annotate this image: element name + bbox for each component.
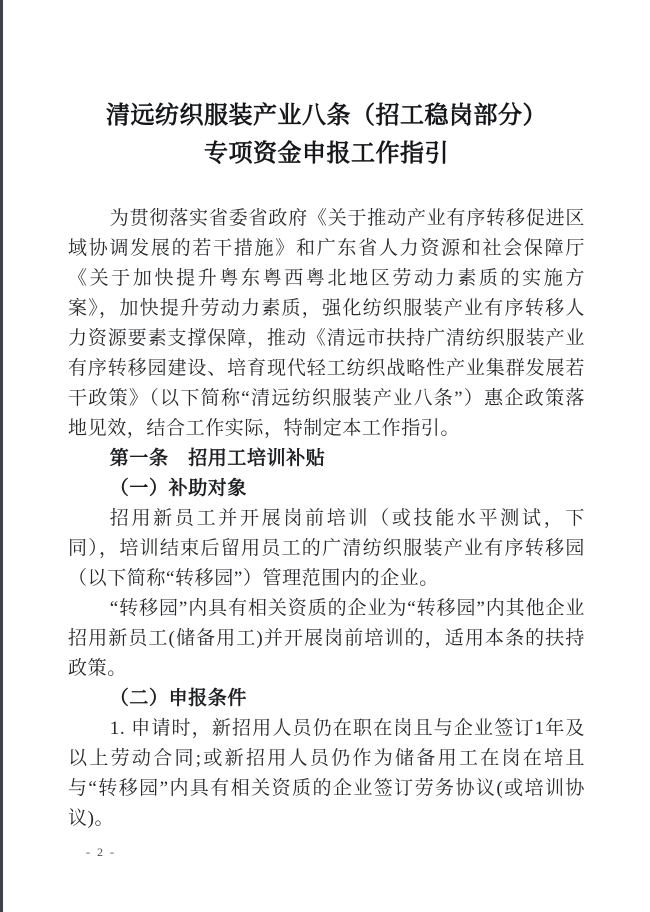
paragraph-subsidy-target-2: “转移园”内具有相关资质的企业为“转移园”内其他企业招用新员工(储备用工)并开展岗前培训的，适用本条的扶持政策。 [68,598,585,679]
scan-left-edge [0,0,3,912]
document-body [68,204,585,834]
section-heading-article-1: 第一条 招用工培训补贴 [109,448,326,469]
document-title-line-1: 清远纺织服装产业八条（招工稳岗部分） [106,103,547,129]
document-title [68,97,585,173]
document-page [68,0,585,834]
page-number: - 2 - [86,845,116,859]
section-heading-subsidy-target: （一）补助对象 [109,478,247,499]
paragraph-subsidy-target-1: 招用新员工并开展岗前培训（或技能水平测试，下同），培训结束后留用员工的广清纺织服装产业有序转移园（以下简称“转移园”）管理范围内的企业。 [68,508,585,589]
paragraph-application-condition-1: 1. 申请时，新招用人员仍在职在岗且与企业签订1年及以上劳动合同;或新招用人员仍作为储备用工在岗在培且与“转移园”内具有相关资质的企业签订劳务协议(或培训协议)。 [68,718,585,829]
paragraph-intro: 为贯彻落实省委省政府《关于推动产业有序转移促进区域协调发展的若干措施》和广东省人力资源和社会保障厅《关于加快提升粤东粤西粤北地区劳动力素质的实施方案》，加快提升劳动力素质，强化纺织服装产业有序转移人力资源要素支撑保障，推动《清远市扶持广清纺织服装产业有序转移园建设、培育现代轻工纺织战略性产业集群发展若干政策》（以下简称“清远纺织服装产业八条”）惠企政策落地见效，结合工作实际，特制定本工作指引。 [68,208,585,439]
document-title-line-2: 专项资金申报工作指引 [204,141,449,167]
section-heading-application-conditions: （二）申报条件 [109,688,247,709]
